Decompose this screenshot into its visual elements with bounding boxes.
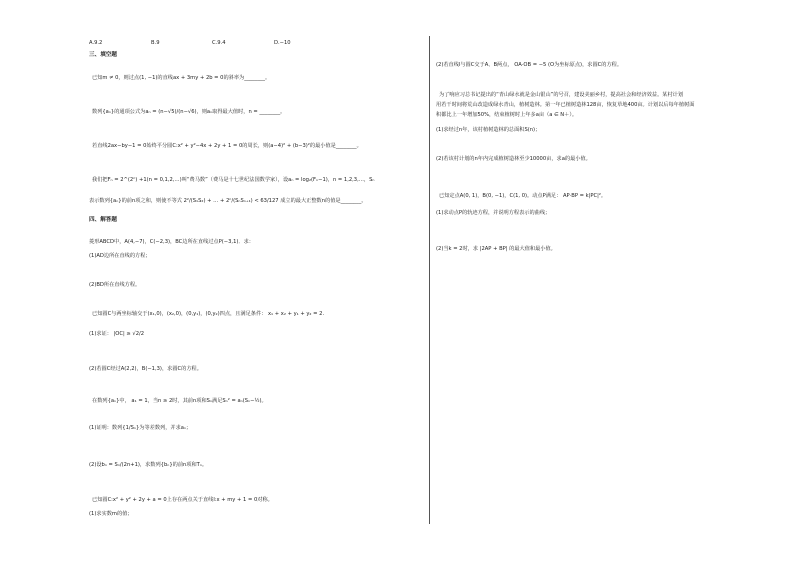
option-b: B.9 (151, 40, 160, 46)
section-heading-fill-in: 三、填空题 (89, 52, 117, 58)
question-fermat-line2: 表示数列{aₙ}的前n项之和，则使不等式 2²/(S₁S₂) + … + 2ⁿ/(SₙSₙ₊₁) < 63/127 成立的最大正整数n的值是________。 (89, 198, 367, 204)
problem-rhombus-part1: (1)AD边所在直线的方程； (89, 253, 151, 259)
problem-locus-part2: (2)当k = 2时，求 |2AP + BP| 的最大值和最小值。 (436, 246, 556, 252)
problem-afforestation-part1: (1)求经过n年，该村植树造林的总面积S(n)； (436, 127, 541, 133)
option-a: A.9.2 (89, 40, 103, 46)
option-d: D.−10 (274, 40, 291, 46)
problem-sequence-part1: (1)证明：数列{1/Sₙ}为等差数列，并求aₙ； (89, 425, 192, 431)
problem-afforestation-part2: (2)若该村计划的n年内完成植树造林至少10000亩，求a的最小值。 (436, 156, 591, 162)
option-c: C.9.4 (212, 40, 226, 46)
problem-rhombus-stem: 菱形ABCD中，A(4,−7)，C(−2,3)，BC边所在直线过点P(−3,1)．求： (89, 239, 254, 245)
problem-symmetric-circle-part2: (2)若直线l与圆C交于A、B两点， OA·OB = −5 (O为坐标原点)，求圆C的方程。 (436, 62, 623, 68)
question-slope: 已知m ≠ 0，则过点(1, −1)的直线ax + 3my + 2b = 0的斜率为________。 (92, 75, 271, 81)
problem-rhombus-part2: (2)BD所在直线方程。 (89, 282, 141, 288)
question-sequence-max: 数列{aₙ}的通项公式为aₙ = (n−√5)/(n−√6)，则aₙ取得最大值时，n = ________。 (92, 109, 286, 115)
problem-locus-stem: 已知定点A(0, 1)，B(0, −1)，C(1, 0)。动点P满足： AP·BP = k|PC|²。 (439, 193, 607, 199)
problem-afforestation-line1: 为了响应习总书记提出的“青山绿水就是金山银山”的号召，建设美丽乡村，提高社会和经济效益。某村计划 (439, 92, 684, 98)
problem-circle-axes-stem: 已知圆C与两坐标轴交于(x₁,0)，(x₂,0)，(0,y₁)，(0,y₂)四点，且满足条件： x₁ + x₂ + y₁ + y₂ = 2. (92, 311, 325, 317)
problem-sequence-stem: 在数列{aₙ}中， a₁ = 1，当n ≥ 2时，其前n项和Sₙ满足Sₙ² = aₙ(Sₙ−½)。 (92, 398, 267, 404)
problem-circle-axes-part1: (1)求证： |OC| ≥ √2/2 (89, 331, 145, 337)
column-divider (429, 36, 430, 524)
problem-circle-axes-part2: (2)若圆C经过A(2,2)，B(−1,3)，求圆C的方程。 (89, 366, 202, 372)
section-heading-solutions: 四、解答题 (89, 217, 117, 223)
problem-afforestation-line3: 积都比上一年增加50%，结束植树时上年多a亩（a ∈ N＋）。 (436, 112, 578, 118)
problem-locus-part1: (1)求动点P的轨迹方程，并说明方程表示的曲线； (436, 210, 551, 216)
question-circle-bisect: 若直线2ax−by−1 = 0始终平分圆C:x² + y²−4x + 2y + 1 = 0的周长，则(a−4)² + (b−3)²的最小值是________。 (92, 143, 362, 149)
problem-symmetric-circle-stem: 已知圆C:x² + y² + 2y + a = 0上存在两点关于直线l:x + my + 1 = 0对称。 (92, 497, 273, 503)
problem-sequence-part2: (2)设bₙ = Sₙ/(2n+1)，求数列{bₙ}的前n项和Tₙ。 (89, 462, 208, 468)
question-fermat-line1: 我们把Fₙ = 2^(2ⁿ) +1(n = 0,1,2,…)叫“费马数”（费马是十七世纪法国数学家），设aₙ = log₂(Fₙ−1)，n = 1,2,3,…，Sₙ (92, 177, 375, 183)
problem-afforestation-line2: 用若干时间将荒山改造成绿水青山，植树造林。第一年已植树造林128亩，恢复草地400亩。计划以后每年植树面 (436, 102, 695, 108)
problem-symmetric-circle-part1: (1)求实数m的值； (89, 511, 133, 517)
